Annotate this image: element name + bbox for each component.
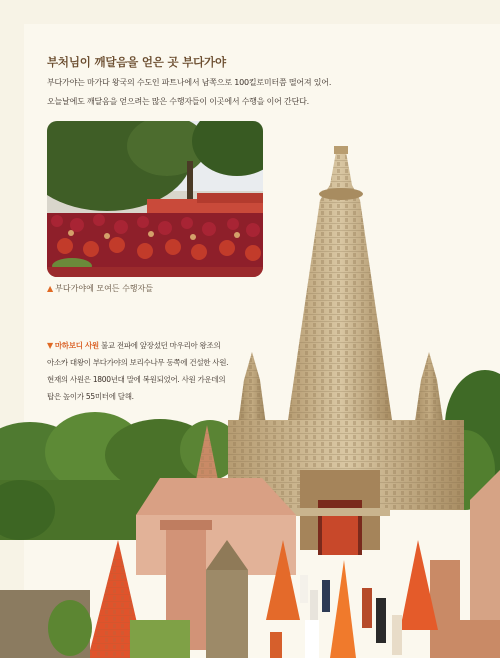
temple-name: 마하보디 사원 (54, 341, 99, 350)
arrow-down-icon: ▼ (47, 341, 53, 350)
pilgrims-photo (47, 121, 263, 277)
photo-caption-text: 부다가야에 모여든 수행자들 (55, 284, 153, 293)
description-line (47, 337, 269, 354)
intro-line: 부다가야는 마가다 왕국의 수도인 파트나에서 남쪽으로 100킬로미터쯤 떨어져 있어. (47, 78, 332, 87)
description-line: 탑은 높이가 55미터에 달해. (47, 392, 134, 401)
pilgrims-photo-image (47, 121, 263, 277)
description-line: 아소카 대왕이 부다가야의 보리수나무 동쪽에 건설한 사원. (47, 358, 229, 367)
temple-description (47, 337, 269, 405)
arrow-up-icon: ▲ (47, 284, 54, 293)
photo-caption (47, 283, 153, 294)
intro-line: 오늘날에도 깨달음을 얻으려는 많은 수행자들이 이곳에서 수행을 이어 간단다. (47, 97, 309, 106)
description-line: 현재의 사원은 1800년대 말에 복원되었어. 사원 가운데의 (47, 375, 226, 384)
intro-text (47, 73, 467, 111)
page-title: 부처님이 깨달음을 얻은 곳 부다가야 (47, 55, 226, 69)
description-text: 불교 전파에 앞장섰던 마우리아 왕조의 (98, 341, 221, 350)
